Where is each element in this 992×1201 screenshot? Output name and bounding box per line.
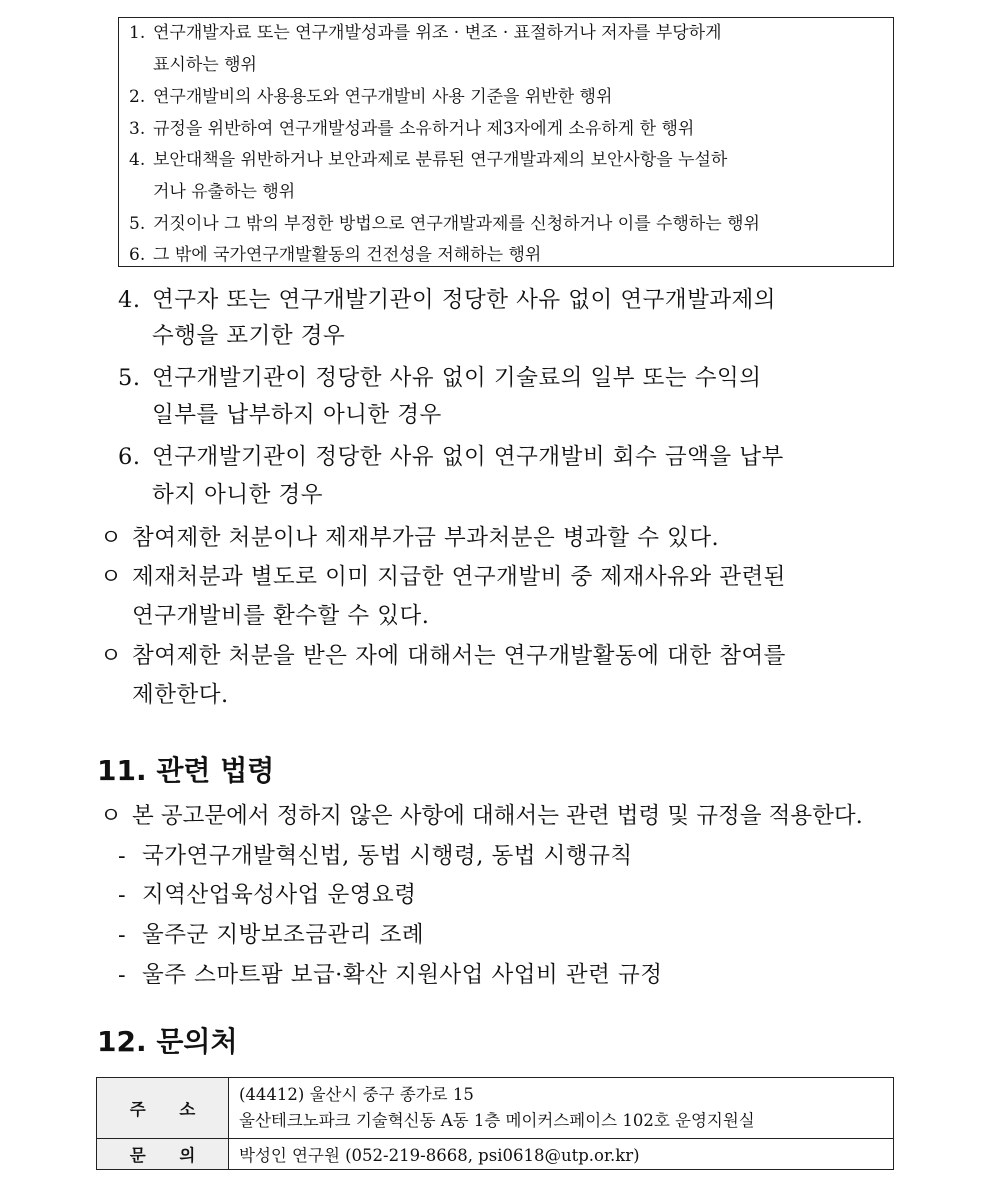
bullet-marker: ㅇ	[100, 803, 123, 829]
sanction-item-5-cont: 일부를 납부하지 아니한 경우	[152, 402, 442, 428]
contact-label: 문 의	[97, 1139, 229, 1170]
sanction-item-6: 6. 연구개발기관이 정당한 사유 없이 연구개발비 회수 금액을 납부	[118, 444, 784, 470]
violation-item-6: 6. 그 밖에 국가연구개발활동의 건전성을 저해하는 행위	[129, 245, 542, 265]
address-label: 주 소	[97, 1078, 229, 1139]
section-11-heading: 11. 관련 법령	[97, 754, 275, 787]
sanction-item-5: 5. 연구개발기관이 정당한 사유 없이 기술료의 일부 또는 수익의	[118, 365, 762, 391]
law-item-2: 지역산업육성사업 운영요령	[142, 882, 417, 908]
section-11-bullet: 본 공고문에서 정하지 않은 사항에 대해서는 관련 법령 및 규정을 적용한다.	[132, 803, 863, 829]
bullet-item-1: 참여제한 처분이나 제재부가금 부과처분은 병과할 수 있다.	[132, 525, 720, 551]
dash-marker: -	[118, 882, 127, 908]
bullet-marker: ㅇ	[100, 564, 123, 590]
contact-row	[97, 1139, 894, 1170]
sanction-item-4-cont: 수행을 포기한 경우	[152, 323, 346, 349]
violation-item-2: 2. 연구개발비의 사용용도와 연구개발비 사용 기준을 위반한 행위	[129, 87, 613, 107]
violation-item-1-cont: 표시하는 행위	[153, 55, 257, 75]
bullet-item-3-cont: 제한한다.	[132, 682, 229, 708]
bullet-marker: ㅇ	[100, 643, 123, 669]
address-line-2: 울산테크노파크 기술혁신동 A동 1층 메이커스페이스 102호 운영지원실	[239, 1111, 755, 1130]
violation-item-4: 4. 보안대책을 위반하거나 보안과제로 분류된 연구개발과제의 보안사항을 누설하	[129, 150, 728, 170]
violation-item-3: 3. 규정을 위반하여 연구개발성과를 소유하거나 제3자에게 소유하게 한 행위	[129, 119, 695, 139]
violation-item-5: 5. 거짓이나 그 밖의 부정한 방법으로 연구개발과제를 신청하거나 이를 수행하는 행위	[129, 214, 760, 234]
law-item-4: 울주 스마트팜 보급·확산 지원사업 사업비 관련 규정	[142, 962, 663, 988]
address-cell	[229, 1078, 894, 1139]
bullet-item-3: 참여제한 처분을 받은 자에 대해서는 연구개발활동에 대한 참여를	[132, 643, 786, 669]
violation-list-box	[118, 17, 894, 267]
section-12-heading: 12. 문의처	[97, 1025, 238, 1058]
address-line-1: (44412) 울산시 중구 종가로 15	[239, 1085, 474, 1104]
bullet-item-2: 제재처분과 별도로 이미 지급한 연구개발비 중 제재사유와 관련된	[132, 564, 786, 590]
address-row	[97, 1078, 894, 1139]
contact-table	[96, 1077, 894, 1170]
contact-value: 박성인 연구원 (052-219-8668, psi0618@utp.or.kr)	[229, 1139, 894, 1170]
law-item-1: 국가연구개발혁신법, 동법 시행령, 동법 시행규칙	[142, 843, 633, 869]
dash-marker: -	[118, 922, 127, 948]
dash-marker: -	[118, 962, 127, 988]
violation-item-4-cont: 거나 유출하는 행위	[153, 182, 296, 202]
bullet-item-2-cont: 연구개발비를 환수할 수 있다.	[132, 603, 430, 629]
law-item-3: 울주군 지방보조금관리 조례	[142, 922, 425, 948]
sanction-item-4: 4. 연구자 또는 연구개발기관이 정당한 사유 없이 연구개발과제의	[118, 287, 777, 313]
dash-marker: -	[118, 843, 127, 869]
violation-item-1: 1. 연구개발자료 또는 연구개발성과를 위조 · 변조 · 표절하거나 저자를 부당하게	[129, 23, 722, 43]
sanction-item-6-cont: 하지 아니한 경우	[152, 482, 323, 508]
bullet-marker: ㅇ	[100, 525, 123, 551]
